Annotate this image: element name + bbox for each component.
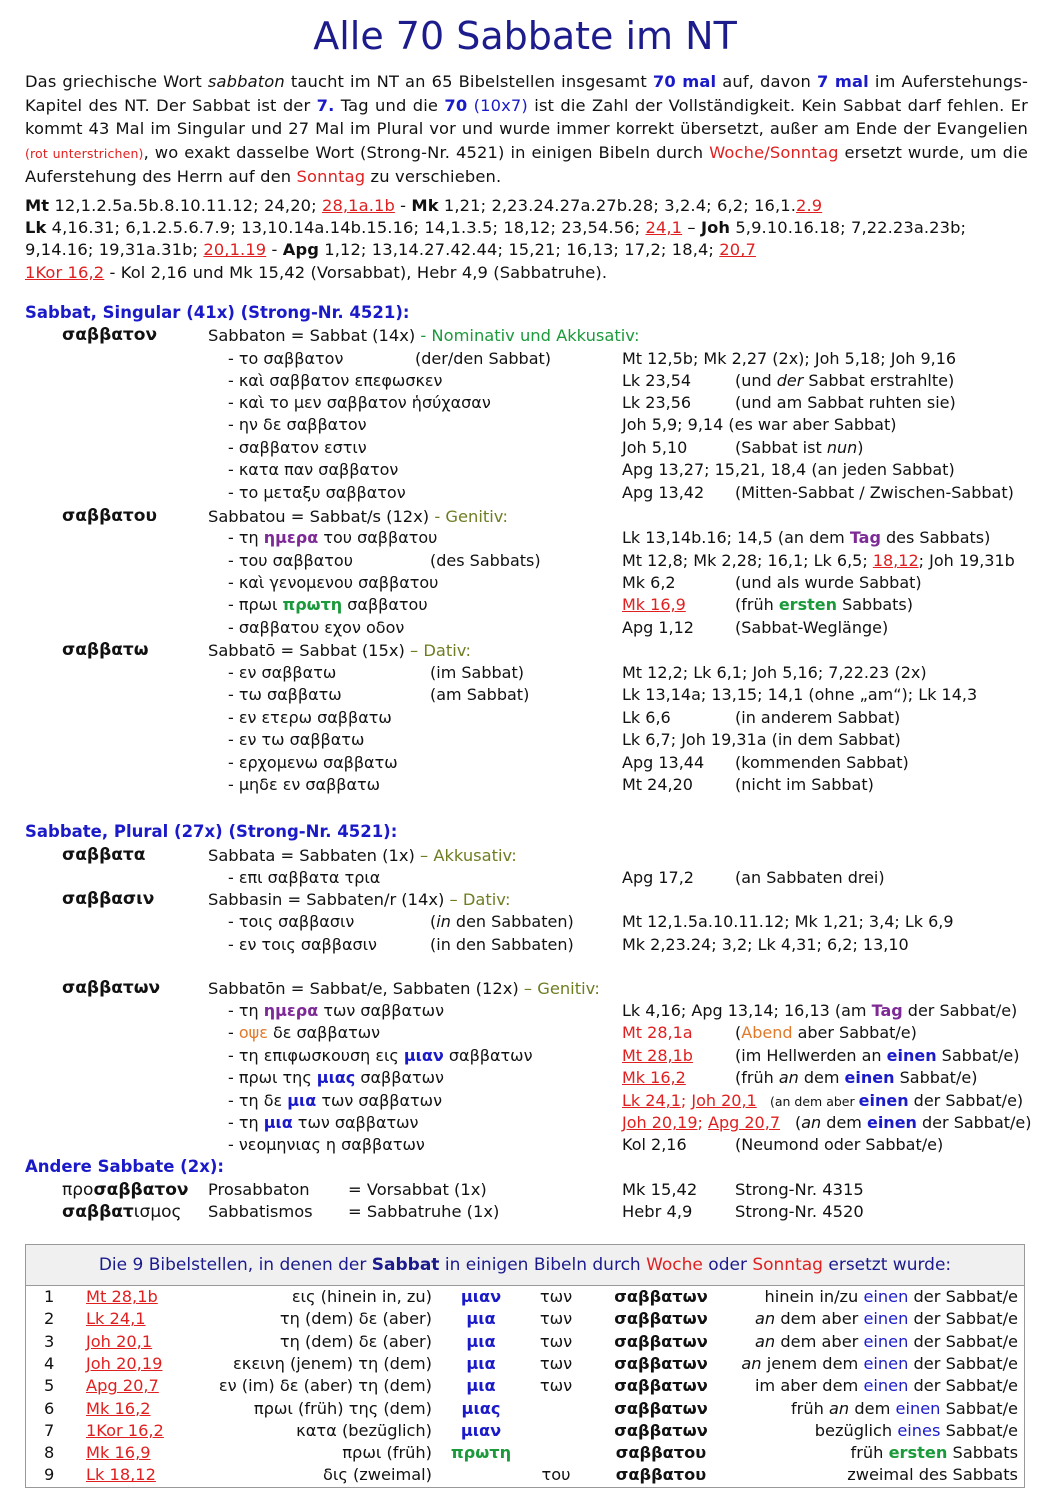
bible-reference: Joh 20,19	[86, 1353, 163, 1373]
greek-context: δις (zweimal)	[322, 1465, 432, 1485]
row-number: 7	[44, 1420, 55, 1440]
greek-sabbath-word: σαββατου	[615, 1465, 707, 1485]
german-translation: früh an dem einen Sabbat/e	[790, 1398, 1018, 1418]
german-translation: an dem aber einen der Sabbat/e	[755, 1309, 1018, 1329]
bible-reference: Lk 18,12	[86, 1465, 156, 1485]
greek-number-word: μια	[466, 1376, 496, 1396]
row-number: 4	[44, 1353, 55, 1373]
greek-number-word: μια	[466, 1331, 496, 1351]
word-meaning: = Sabbatruhe (1x)	[348, 1202, 500, 1221]
greek-number-word: μια	[466, 1353, 496, 1373]
greek-number-word: μιαν	[460, 1287, 502, 1306]
greek-context: εκεινη (jenem) τη (dem)	[233, 1353, 432, 1373]
greek-sabbath-word: σαββατων	[614, 1376, 708, 1396]
plural-heading: Sabbate, Plural (27x) (Strong-Nr. 4521):	[25, 822, 398, 841]
greek-word: σαββατισμος	[62, 1202, 182, 1222]
strong-number: Strong-Nr. 4315	[735, 1180, 864, 1199]
german-translation: an dem aber einen der Sabbat/e	[755, 1331, 1018, 1351]
other-heading: Andere Sabbate (2x):	[25, 1157, 224, 1176]
greek-context: πρωι (früh) της (dem)	[253, 1398, 432, 1418]
singular-heading: Sabbat, Singular (41x) (Strong-Nr. 4521):	[25, 303, 410, 322]
greek-article: του	[541, 1465, 571, 1485]
greek-word: σαββατου	[62, 506, 157, 526]
greek-number-word: μιαν	[460, 1420, 502, 1440]
table-row	[26, 1443, 1024, 1465]
intro-paragraph: Das griechische Wort sabbaton taucht im NT an 65 Bibelstellen insgesamt 70 mal auf, davon 7 mal im Auferstehungs-Kapitel des NT. Der Sabbat ist der 7. Tag und die 70 (10x7) ist die Zahl der Vollständigkeit. Kein Sabbat darf fehlen. Er kommt 43 Mal im Singular und 27 Mal im Plural vor und wurde immer korrekt übersetzt, außer am Ende der Evangelien (rot unterstrichen), wo exakt dasselbe Wort (Strong-Nr. 4521) in einigen Bibeln durch Woche/Sonntag ersetzt wurde, um die Auferstehung des Herrn auf den Sonntag zu verschieben.	[25, 72, 1029, 186]
greek-article: των	[539, 1287, 573, 1306]
row-number: 8	[44, 1443, 55, 1463]
greek-context: κατα (bezüglich)	[296, 1420, 432, 1440]
german-translation: früh ersten Sabbats	[850, 1443, 1018, 1463]
word-name: Sabbatismos	[208, 1202, 313, 1221]
greek-sabbath-word: σαββατου	[615, 1443, 707, 1463]
greek-sabbath-word: σαββατων	[614, 1309, 708, 1329]
word-meaning: = Vorsabbat (1x)	[348, 1180, 487, 1199]
table-row	[26, 1332, 1024, 1354]
row-number: 6	[44, 1398, 55, 1418]
german-translation: an jenem dem einen der Sabbat/e	[741, 1353, 1018, 1373]
group-heading: Sabbaton = Sabbat (14x) - Nominativ und Akkusativ:	[208, 326, 640, 345]
greek-article: των	[539, 1353, 573, 1373]
greek-number-word: μιας	[461, 1398, 501, 1418]
group-heading: Sabbatō = Sabbat (15x) – Dativ:	[208, 641, 472, 660]
row-number: 9	[44, 1465, 55, 1485]
bible-reference: Apg 20,7	[86, 1376, 159, 1396]
greek-word: σαββατων	[62, 978, 161, 998]
word-name: Prosabbaton	[208, 1180, 310, 1199]
greek-word: σαββατω	[62, 640, 149, 660]
group-heading: Sabbatou = Sabbat/s (12x) - Genitiv:	[208, 507, 509, 526]
greek-context: τη (dem) δε (aber)	[279, 1309, 432, 1329]
bible-reference: Mt 28,1b	[86, 1287, 158, 1306]
strong-number: Strong-Nr. 4520	[735, 1202, 864, 1221]
table-row	[26, 1399, 1024, 1421]
reference: Mk 15,42	[622, 1180, 698, 1199]
greek-article: των	[539, 1376, 573, 1396]
table-row	[26, 1354, 1024, 1376]
bible-reference: Joh 20,1	[86, 1331, 153, 1351]
row-number: 1	[44, 1287, 55, 1306]
greek-word: σαββασιν	[62, 889, 155, 909]
german-translation: bezüglich eines Sabbat/e	[814, 1420, 1018, 1440]
greek-word: σαββατον	[62, 325, 158, 345]
group-heading: Sabbatōn = Sabbat/e, Sabbaten (12x) – Genitiv:	[208, 979, 600, 998]
bible-reference: Lk 24,1	[86, 1309, 146, 1329]
german-translation: im aber dem einen der Sabbat/e	[754, 1376, 1018, 1396]
greek-sabbath-word: σαββατων	[614, 1331, 708, 1351]
reference-list: Mt 12,1.2.5a.5b.8.10.11.12; 24,20; 28,1a.1b - Mk 1,21; 2,23.24.27a.27b.28; 3,2.4; 6,2; 16,1.2.9 Lk 4,16.31; 6,1.2.5.6.7.9; 13,10.14a.14b.15.16; 14,1.3.5; 18,12; 23,54.56; 24,1 – Joh 5,9.10.16.18; 7,22.23a.23b; 9,14.16; 19,31a.31b; 20,1.19 - Apg 1,12; 13,14.27.42.44; 15,21; 16,13; 17,2; 18,4; 20,7 1Kor 16,2 - Kol 2,16 und Mk 15,42 (Vorsabbat), Hebr 4,9 (Sabbatruhe).	[25, 196, 967, 282]
greek-sabbath-word: σαββατων	[614, 1398, 708, 1418]
replacement-table	[25, 1244, 1025, 1488]
group-heading: Sabbasin = Sabbaten/r (14x) – Dativ:	[208, 890, 511, 909]
table-row	[26, 1376, 1024, 1398]
table-row	[26, 1465, 1024, 1487]
page-title: Alle 70 Sabbate im NT	[313, 14, 737, 58]
row-number: 2	[44, 1309, 55, 1329]
table-row	[26, 1309, 1024, 1331]
bible-reference: Mk 16,2	[86, 1398, 151, 1418]
german-translation: hinein in/zu einen der Sabbat/e	[764, 1287, 1018, 1306]
greek-sabbath-word: σαββατων	[614, 1287, 708, 1306]
table-header: Die 9 Bibelstellen, in denen der Sabbat in einigen Bibeln durch Woche oder Sonntag ersetzt wurde:	[26, 1245, 1024, 1286]
bible-reference: Mk 16,9	[86, 1443, 151, 1463]
greek-context: πρωι (früh)	[342, 1443, 432, 1463]
greek-word: προσαββατον	[62, 1180, 189, 1200]
greek-number-word: μια	[466, 1309, 496, 1329]
greek-word: σαββατα	[62, 845, 146, 865]
greek-article: των	[539, 1309, 573, 1329]
table-row	[26, 1421, 1024, 1443]
group-heading: Sabbata = Sabbaten (1x) – Akkusativ:	[208, 846, 517, 865]
greek-context: εις (hinein in, zu)	[291, 1287, 432, 1306]
greek-article: των	[539, 1331, 573, 1351]
greek-number-word: πρωτη	[450, 1443, 512, 1463]
greek-context: εν (im) δε (aber) τη (dem)	[218, 1376, 432, 1396]
row-number: 3	[44, 1331, 55, 1351]
bible-reference: 1Kor 16,2	[86, 1420, 164, 1440]
greek-sabbath-word: σαββατων	[614, 1420, 708, 1440]
reference: Hebr 4,9	[622, 1202, 693, 1221]
german-translation: zweimal des Sabbats	[847, 1465, 1018, 1485]
greek-sabbath-word: σαββατων	[614, 1353, 708, 1373]
greek-context: τη (dem) δε (aber)	[279, 1331, 432, 1351]
table-row	[26, 1287, 1024, 1309]
row-number: 5	[44, 1376, 55, 1396]
